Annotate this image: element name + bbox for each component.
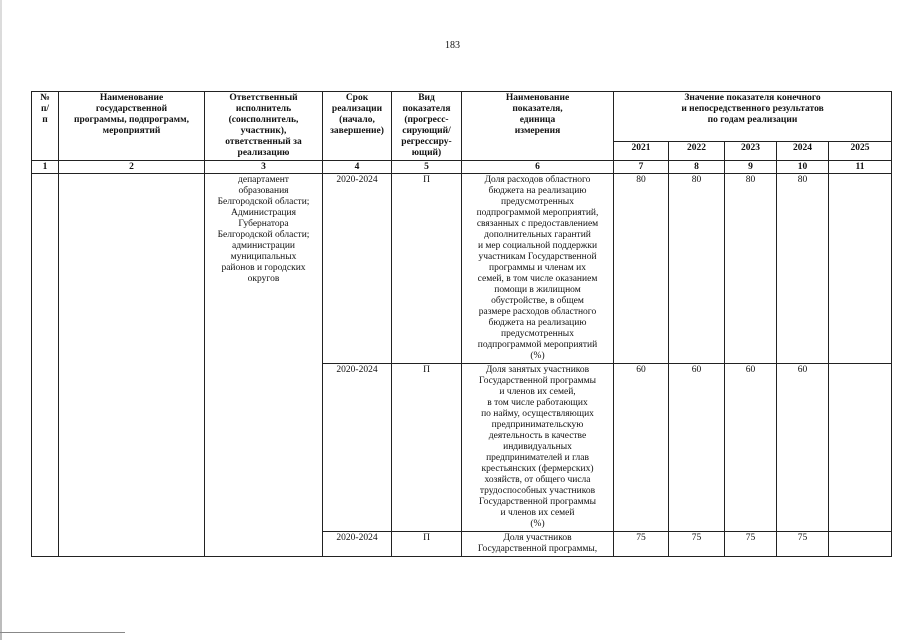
scan-left-edge — [0, 0, 2, 640]
value-cell: 60 — [725, 364, 777, 532]
value-cell: 75 — [669, 532, 725, 557]
value-cell — [829, 174, 892, 364]
header-values: Значение показателя конечного и непосредственного результатов по годам реализации — [614, 92, 892, 142]
value-cell: 80 — [725, 174, 777, 364]
value-cell: 60 — [614, 364, 669, 532]
scan-bottom-rule — [0, 632, 125, 633]
column-number: 10 — [777, 161, 829, 174]
header-year: 2022 — [669, 141, 725, 160]
page-number: 183 — [445, 40, 460, 51]
header-year: 2025 — [829, 141, 892, 160]
column-number: 7 — [614, 161, 669, 174]
column-number: 11 — [829, 161, 892, 174]
indicator-type-cell: П — [392, 174, 462, 364]
indicator-type-cell: П — [392, 364, 462, 532]
term-cell: 2020-2024 — [323, 364, 392, 532]
responsible-cell: департамент образования Белгородской области; Администрация Губернатора Белгородской области; администрации муниципальных районов и городских округов — [205, 174, 323, 557]
header-year: 2023 — [725, 141, 777, 160]
header-indicator-type: Вид показателя (прогресс- сирующий/ регрессиру- ющий) — [392, 92, 462, 161]
header-indicator-name: Наименование показателя, единица измерения — [462, 92, 614, 161]
table-row — [32, 174, 892, 364]
value-cell — [829, 532, 892, 557]
indicator-name-cell: Доля участников Государственной программы, — [462, 532, 614, 557]
value-cell: 80 — [614, 174, 669, 364]
header-program-name: Наименование государственной программы, подпрограмм, мероприятий — [59, 92, 205, 161]
row-num-cell — [32, 174, 59, 557]
header-year: 2024 — [777, 141, 829, 160]
header-responsible: Ответственный исполнитель (соисполнитель, участник), ответственный за реализацию — [205, 92, 323, 161]
column-number: 6 — [462, 161, 614, 174]
column-number: 2 — [59, 161, 205, 174]
column-number: 9 — [725, 161, 777, 174]
term-cell: 2020-2024 — [323, 174, 392, 364]
value-cell: 80 — [669, 174, 725, 364]
header-num: № п/ п — [32, 92, 59, 161]
indicator-name-cell: Доля расходов областного бюджета на реализацию предусмотренных подпрограммой мероприятий, связанных с предоставлением дополнительных гарантий и мер социальной поддержки участникам Государственной программы и членам их семей, в том числе оказанием помощи в жилищном обустройстве, в общем размере расходов областного бюджета на реализацию предусмотренных подпрограммой мероприятий (%) — [462, 174, 614, 364]
value-cell: 75 — [725, 532, 777, 557]
column-number: 5 — [392, 161, 462, 174]
indicator-type-cell: П — [392, 532, 462, 557]
indicator-name-cell: Доля занятых участников Государственной программы и членов их семей, в том числе работающих по найму, осуществляющих предпринимательскую деятельность в качестве индивидуальных предпринимателей и глав крестьянских (фермерских) хозяйств, от общего числа трудоспособных участников Государственной программы и членов их семей (%) — [462, 364, 614, 532]
column-number: 3 — [205, 161, 323, 174]
value-cell: 60 — [669, 364, 725, 532]
program-name-cell — [59, 174, 205, 557]
column-number: 4 — [323, 161, 392, 174]
header-term: Срок реализации (начало, завершение) — [323, 92, 392, 161]
value-cell: 60 — [777, 364, 829, 532]
column-number: 8 — [669, 161, 725, 174]
term-cell: 2020-2024 — [323, 532, 392, 557]
value-cell: 80 — [777, 174, 829, 364]
indicators-table — [31, 91, 892, 557]
column-numbers-row — [32, 161, 892, 174]
column-number: 1 — [32, 161, 59, 174]
header-year: 2021 — [614, 141, 669, 160]
value-cell: 75 — [777, 532, 829, 557]
value-cell: 75 — [614, 532, 669, 557]
value-cell — [829, 364, 892, 532]
header-row-1 — [32, 92, 892, 142]
